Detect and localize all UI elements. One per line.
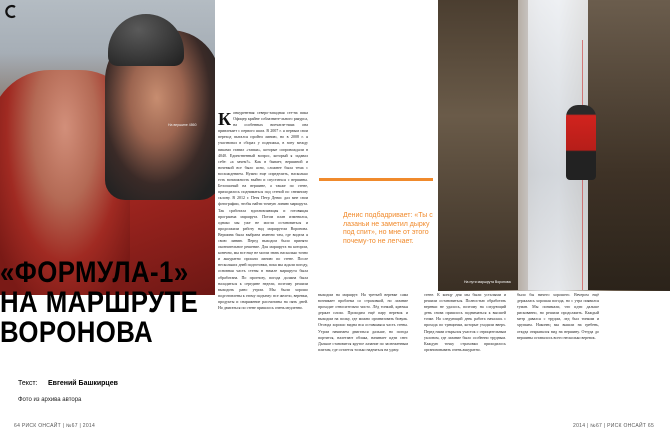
pullquote: Денис подбадривает: «Ты с лазаньи не заметил дырку под спит», но мне от этого почему-то не легчает.: [343, 212, 433, 245]
dropcap: К: [218, 110, 232, 129]
footer-right: 2014 | №67 | РИСК ОНСАЙТ 65: [573, 423, 655, 429]
credit-author: Евгений Башкирцев: [48, 380, 118, 387]
title-line-3: ВОРОНОВА: [0, 316, 154, 349]
credit-photo: Фото из архива автора: [18, 397, 82, 403]
climber-figure: [566, 105, 596, 180]
photo-right-caption: На пути маршрута Воронова: [464, 280, 511, 284]
title-line-2: НА МАРШРУТЕ: [0, 286, 199, 319]
pullquote-rule: [319, 178, 433, 209]
column-1-text: онкурентная северо-западная сте-на пика Офицер крайне соблазните-льного ракурса, на особенных впечатле-ниях она привлекает с первого шага. В 2007 г. я первым свои переход пытался пройти линию, но в 2008 г. я участвовал в сборах у подножья, в зону между пиками ставил «тапки», которые сопровождали в 4040. Единственный вопрос, который я задавал себе: «а зачем?». Как в бывает, вершиной и ночевкой все было ясно, сложнее была тема с восхождением. Нужно еще определить, насколько есть возможность выйти и спуститься с вершины. Безопасный на вершине, а также по стене, приходилось подниматься под стеной по снежному склону. В 2012 г. Петя Петр Денис дал мне свои фотографии, чтобы найти точную линию маршрута. Так сработала вдохновляющая и готовящая программа маршрута. Потом план изменился, однако мы уже не могли остановиться и продолжили работу над маршрутом Воронова. Вершина была выбрана именно там, где видела я свою линию. Перед выходом было принято окончательное решение. Для маршрута на котором, конечно, мы все еще не могли знать насколько точно и аккуратно прошли линию по стене. После нескольких дней подготовки, пока мы ждали погоду, основная часть стены в начале маршрута была обработана. По прогнозу, погода должна была наладиться к середине недели, поэтому решили выходить рано утром. Мы были хорошо подготовлены к этому подъему: все железо, веревки, продукты и снаряжение рассчитаны на пять дней. Но двигаться по стене пришлось очень медленно.: [218, 110, 308, 310]
article-column-1: [218, 110, 308, 415]
rock-wall-left: [438, 0, 518, 290]
article-column-3: стене. К концу дня мы были усталыми и решили остановиться. Полностью обработать веревки не удалось, поэтому на следующий день снова пришлось подниматься к высшей точке. На следующий день работа началась с прохода по трещинам, которые уходили вверх. Перед нами открылся участок с отрицательным уклоном, где лазание было особенно трудным. Каждую точку страховки приходилось организовывать очень аккуратно.: [424, 292, 506, 352]
rock-wall-right: [588, 0, 670, 290]
c-logo-icon: [4, 4, 19, 19]
article-column-2: выходим на маршрут. На третьей веревке сама возникает проблема со страховкой, но лазание проходит относительно чисто. Лёд тонкий, крючья держат плохо. Проходим ещё пару веревок и выходим на полку, где можно организовать бивуак. Отсюда хорошо видна вся оставшаяся часть стены. Утром начинаем двигаться дальше, но погода портится, налетают облака, начинает идти снег. Дальше становится крутое лазание по заснеженным плитам, где остается только надеяться на удачу.: [318, 292, 408, 352]
article-column-4: было бы ничего хорошего. Вечером ещё держалась хорошая погода, но с утра появился туман. Мы понимали, что идти дальше рискованно, но решили продолжить. Каждый метр давался с трудом, лед был тонким и хрупким. Наконец мы вышли на гребень, откуда открывался вид на вершину. Оттуда до вершины оставалось всего несколько веревок.: [517, 292, 599, 340]
article-title: [0, 256, 199, 349]
footer-left: 64 РИСК ОНСАЙТ | №67 | 2014: [14, 423, 96, 429]
credit-text-label: Текст:: [18, 380, 38, 387]
photo-left-caption: На вершине 4860: [168, 123, 197, 127]
title-line-1: «ФОРМУЛА-1»: [0, 256, 189, 289]
helmet-figure: [108, 14, 184, 66]
cover-photo-climbers: [0, 0, 215, 295]
photo-ice-climbing: [438, 0, 670, 291]
